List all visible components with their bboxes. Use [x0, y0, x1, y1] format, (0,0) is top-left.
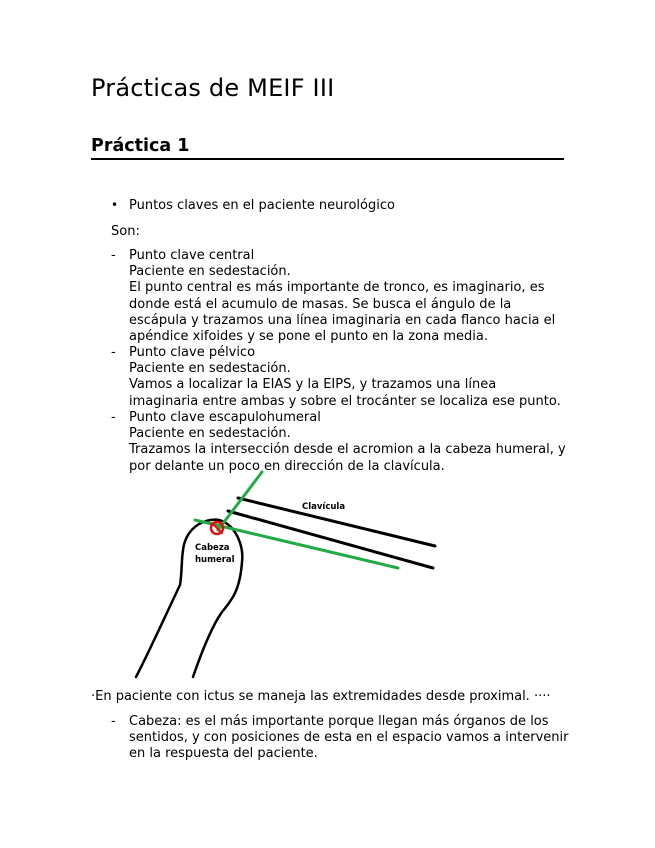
cabeza-line: en la respuesta del paciente.: [129, 746, 318, 762]
cabeza-line: Cabeza: es el más importante porque llegan más órganos de los: [129, 714, 549, 729]
ictus-note: ·En paciente con ictus se maneja las extremidades desde proximal. ····: [91, 689, 551, 704]
key-point-line: Paciente en sedestación.: [129, 264, 291, 280]
bullet-icon: •: [111, 198, 119, 212]
key-point-line: escápula y trazamos una línea imaginaria en cada flanco hacia el: [129, 312, 556, 328]
key-point-line: por delante un poco en dirección de la clavícula.: [129, 458, 445, 474]
dash-icon: -: [111, 248, 116, 263]
label-humeral: humeral: [195, 555, 235, 565]
label-cabeza: Cabeza: [195, 543, 230, 553]
dash-icon: -: [111, 345, 116, 360]
cabeza-paragraph: [129, 714, 568, 763]
key-point-line: El punto central es más importante de tronco, es imaginario, es: [129, 280, 545, 296]
key-point-line: Punto clave escapulohumeral: [129, 410, 321, 425]
key-point-line: Paciente en sedestación.: [129, 361, 291, 377]
son-label: Son:: [111, 224, 140, 239]
key-point-line: apéndice xifoides y se pone el punto en la zona media.: [129, 329, 488, 345]
key-point-line: imaginaria entre ambas y sobre el trocánter se localiza ese punto.: [129, 393, 561, 409]
label-clavicula: Clavícula: [302, 502, 346, 512]
section-heading: Práctica 1: [91, 136, 190, 156]
dash-icon: -: [111, 410, 116, 425]
key-point-line: Punto clave central: [129, 248, 255, 263]
document-title: Prácticas de MEIF III: [91, 74, 335, 102]
dash-icon: -: [111, 714, 116, 729]
key-point-line: donde está el acumulo de masas. Se busca el ángulo de la: [129, 296, 512, 312]
key-point-line: Vamos a localizar la EIAS y la EIPS, y trazamos una línea: [129, 377, 497, 393]
bullet-item-text: Puntos claves en el paciente neurológico: [129, 198, 395, 213]
cabeza-line: sentidos, y con posiciones de esta en el espacio vamos a intervenir: [129, 730, 569, 746]
key-point-line: Trazamos la intersección desde el acromion a la cabeza humeral, y: [129, 442, 566, 458]
key-point-line: Paciente en sedestación.: [129, 426, 291, 442]
key-point-line: Punto clave pélvico: [129, 345, 256, 360]
